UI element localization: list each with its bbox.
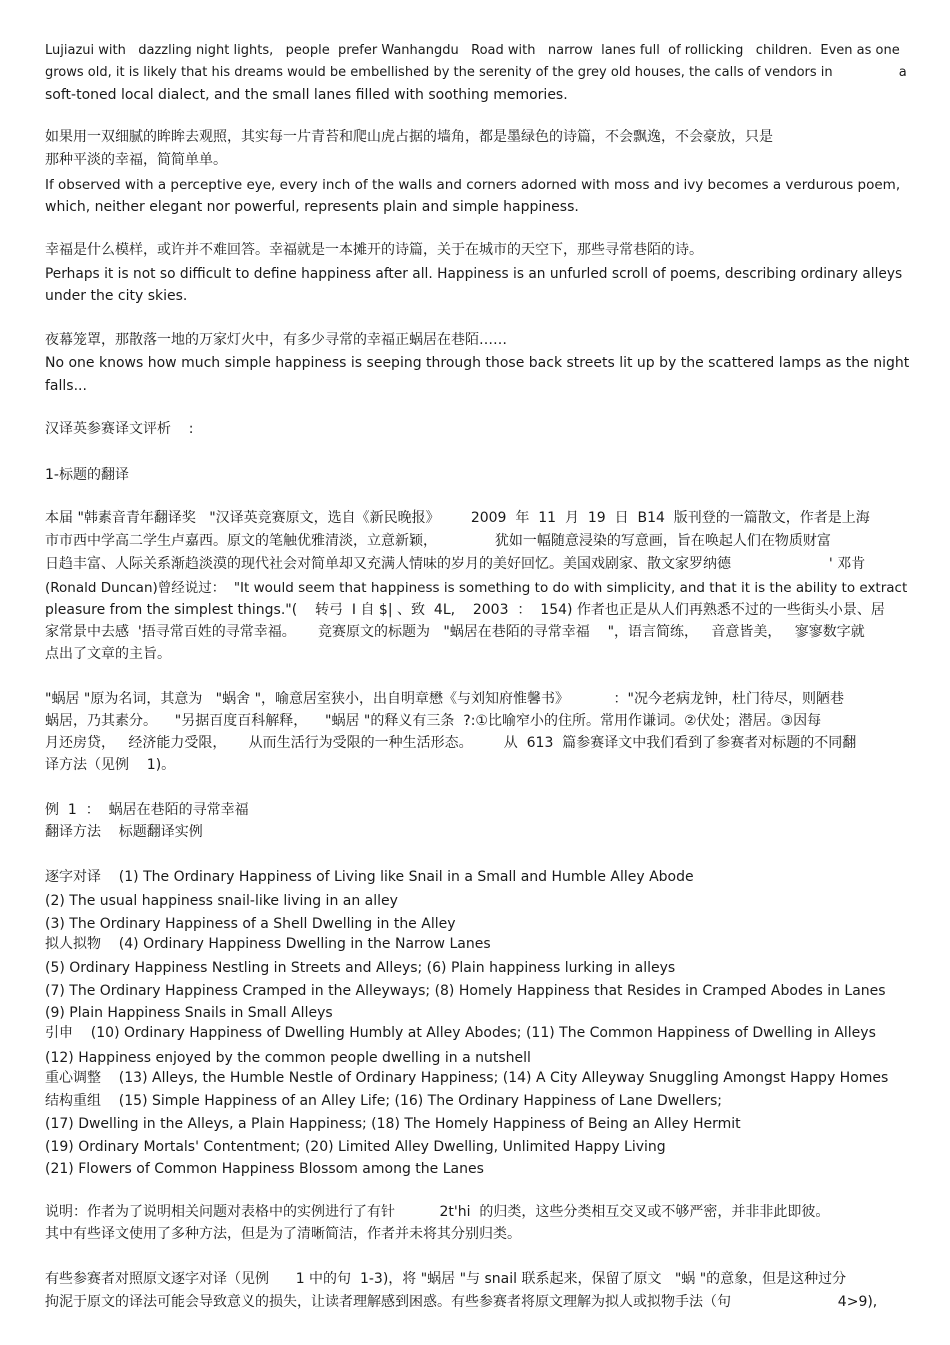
example-row: (21) Flowers of Common Happiness Blossom among the Lanes bbox=[45, 1161, 484, 1177]
section-heading: 1-标题的翻译 bbox=[45, 467, 129, 483]
text-line: 译方法（见例 1)。 bbox=[45, 757, 176, 773]
text-line: 本届 "韩素音青年翻译奖 "汉译英竞赛原文，选自《新民晚报》 2009 年 11 月 19 日 B14 版刊登的一篇散文，作者是上海 bbox=[45, 510, 870, 526]
example-row: 逐字对译 (1) The Ordinary Happiness of Living like Snail in a Small and Humble Alley Abode bbox=[45, 869, 694, 885]
text-line: No one knows how much simple happiness is seeping through those back streets lit up by the scattered lamps as the night bbox=[45, 355, 910, 371]
example-row: (12) Happiness enjoyed by the common people dwelling in a nutshell bbox=[45, 1050, 531, 1066]
example-row: 结构重组 (15) Simple Happiness of an Alley Life; (16) The Ordinary Happiness of Lane Dwellers; bbox=[45, 1093, 722, 1109]
text-line: 市市西中学高二学生卢嘉西。原文的笔触优雅清淡，立意新颖， 犹如一幅随意浸染的写意画，旨在唤起人们在物质财富 bbox=[45, 533, 831, 549]
example-row: (9) Plain Happiness Snails in Small Alleys bbox=[45, 1005, 333, 1021]
text-line: 家常景中去感 '捂寻常百姓的寻常幸福。 竞赛原文的标题为 "蜗居在巷陌的寻常幸福 "，语言简练， 音意皆美， 寥寥数字就 bbox=[45, 624, 865, 640]
text-line: under the city skies. bbox=[45, 288, 188, 304]
text-line: 说明：作者为了说明相关问题对表格中的实例进行了有针 2t'hi 的归类，这些分类相互交叉或不够严密，并非非此即彼。 bbox=[45, 1204, 830, 1220]
text-line: 那种平淡的幸福，简简单单。 bbox=[45, 152, 227, 168]
example-row: (7) The Ordinary Happiness Cramped in the Alleyways; (8) Homely Happiness that Resides in Cramped Abodes in Lanes bbox=[45, 983, 886, 999]
example-row: (17) Dwelling in the Alleys, a Plain Happiness; (18) The Homely Happiness of Being an Alley Hermit bbox=[45, 1116, 741, 1132]
example-row: 引申 (10) Ordinary Happiness of Dwelling Humbly at Alley Abodes; (11) The Common Happiness of Dwelling in Alleys bbox=[45, 1025, 876, 1041]
text-line: "蜗居 "原为名词，其意为 "蜗舍 "，喻意居室狭小，出自明章懋《与刘知府惟馨书》 ："况今老病龙钟，杜门待尽，则陋巷 bbox=[45, 691, 844, 707]
text-line: grows old, it is likely that his dreams would be embellished by the serenity of the grey old houses, the calls of vendors in a bbox=[45, 65, 907, 80]
text-line: If observed with a perceptive eye, every inch of the walls and corners adorned with moss and ivy becomes a verdurous poem, bbox=[45, 177, 901, 193]
text-line: 夜幕笼罩，那散落一地的万家灯火中，有多少寻常的幸福正蜗居在巷陌…… bbox=[45, 332, 507, 348]
example-row: (19) Ordinary Mortals' Contentment; (20) Limited Alley Dwelling, Unlimited Happy Living bbox=[45, 1139, 666, 1155]
text-line: falls... bbox=[45, 378, 87, 394]
example-row: 重心调整 (13) Alleys, the Humble Nestle of Ordinary Happiness; (14) A City Alleyway Snuggling Amongst Happy Homes bbox=[45, 1070, 889, 1086]
section-heading: 汉译英参赛译文评析 : bbox=[45, 421, 194, 437]
text-line: 拘泥于原文的译法可能会导致意义的损失，让读者理解感到困惑。有些参赛者将原文理解为拟人或拟物手法（句 4>9), bbox=[45, 1294, 878, 1310]
text-line: Perhaps it is not so difficult to define happiness after all. Happiness is an unfurled scroll of poems, describing ordinary alleys bbox=[45, 266, 903, 282]
example-table-header: 翻译方法 标题翻译实例 bbox=[45, 824, 203, 840]
text-line: pleasure from the simplest things."( 转弓 I 自 $| 、致 4L, 2003 ： 154) 作者也正是从人们再熟悉不过的一些街头小景、居 bbox=[45, 602, 885, 618]
text-line: 日趋丰富、人际关系渐趋淡漠的现代社会对简单却又充满人情味的岁月的美好回忆。美国戏剧家、散文家罗纳德 ' 邓肯 bbox=[45, 556, 866, 572]
text-line: 幸福是什么模样，或许并不难回答。幸福就是一本摊开的诗篇，关于在城市的天空下，那些寻常巷陌的诗。 bbox=[45, 242, 703, 258]
text-line: 如果用一双细腻的眸眸去观照，其实每一片青苔和爬山虎占据的墙角，都是墨绿色的诗篇，不会飘逸，不会豪放，只是 bbox=[45, 129, 773, 145]
text-line: soft-toned local dialect, and the small lanes filled with soothing memories. bbox=[45, 87, 568, 103]
text-line: 蜗居，乃其素分。 "另据百度百科解释， "蜗居 "的释义有三条 ?:①比喻窄小的住所。常用作谦词。②伏处；潜居。③因每 bbox=[45, 713, 822, 729]
text-line: which, neither elegant nor powerful, represents plain and simple happiness. bbox=[45, 199, 579, 215]
example-row: 拟人拟物 (4) Ordinary Happiness Dwelling in the Narrow Lanes bbox=[45, 936, 491, 952]
text-line: 点出了文章的主旨。 bbox=[45, 646, 171, 662]
example-heading: 例 1 ： 蜗居在巷陌的寻常幸福 bbox=[45, 802, 249, 818]
text-line: (Ronald Duncan)曾经说过： "It would seem that happiness is something to do with simplicity, and that it is the ability to extract bbox=[45, 580, 908, 596]
example-row: (5) Ordinary Happiness Nestling in Streets and Alleys; (6) Plain happiness lurking in alleys bbox=[45, 960, 676, 976]
text-line: 月还房贷， 经济能力受限， 从而生活行为受限的一种生活形态。 从 613 篇参赛译文中我们看到了参赛者对标题的不同翻 bbox=[45, 735, 857, 751]
example-row: (2) The usual happiness snail-like living in an alley bbox=[45, 893, 398, 909]
example-row: (3) The Ordinary Happiness of a Shell Dwelling in the Alley bbox=[45, 916, 456, 932]
text-line: Lujiazui with dazzling night lights, people prefer Wanhangdu Road with narrow lanes full of rollicking children. Even as one bbox=[45, 43, 900, 58]
text-line: 有些参赛者对照原文逐字对译（见例 1 中的句 1-3)，将 "蜗居 "与 snail 联系起来，保留了原文 "蜗 "的意象，但是这种过分 bbox=[45, 1271, 847, 1287]
text-line: 其中有些译文使用了多种方法，但是为了清晰简洁，作者并未将其分别归类。 bbox=[45, 1226, 521, 1242]
